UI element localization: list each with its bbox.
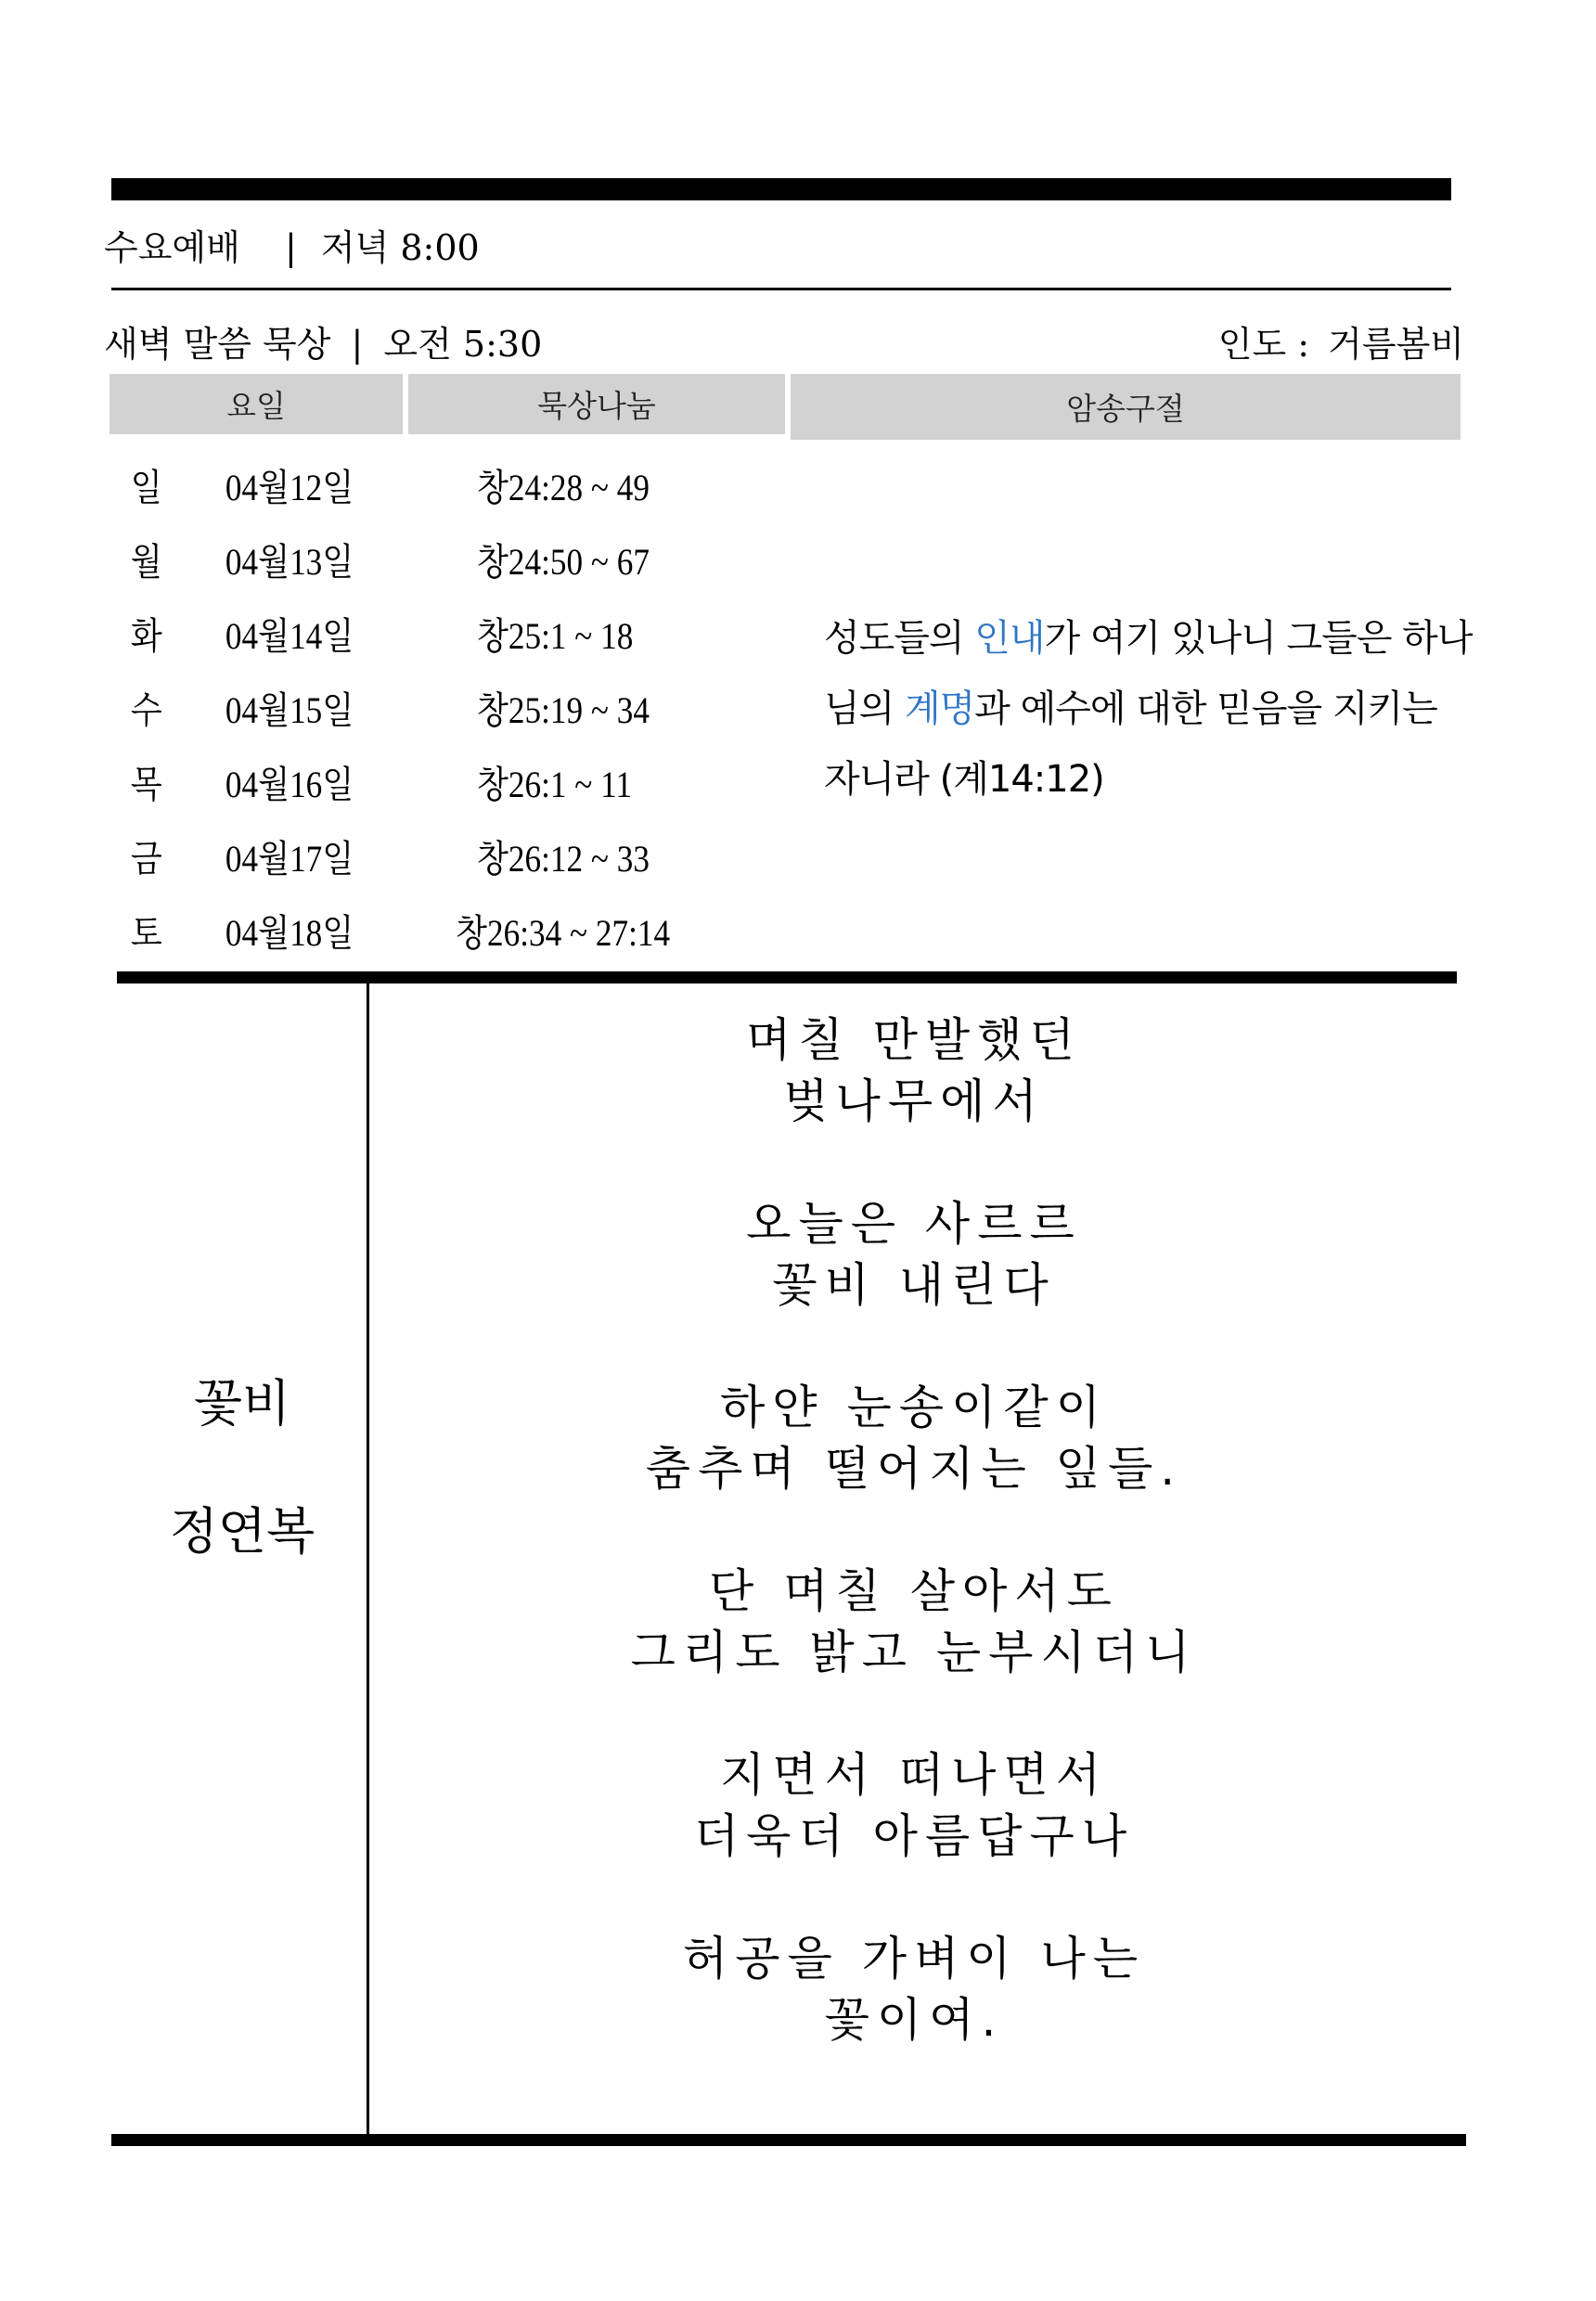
leader (1218, 315, 1464, 366)
poem-top-rule (117, 971, 1457, 983)
poem-stanza: 단 며칠 살아서도 그리도 밝고 눈부시더니 (630, 1564, 1198, 1679)
weekday: 목 (130, 764, 162, 805)
header-memory-verse: 암송구절 (791, 374, 1461, 440)
bottom-rule (111, 2134, 1466, 2146)
weekday: 화 (130, 615, 162, 657)
weekday: 토 (130, 912, 162, 954)
date: 04월17일 (225, 838, 354, 880)
poem-title: 꽃비 (193, 1374, 291, 1433)
date: 04월13일 (225, 541, 354, 583)
reading: 창25:1 ~ 18 (476, 615, 634, 657)
poem-body (371, 1009, 1457, 2112)
date: 04월16일 (225, 764, 354, 805)
reading: 창26:34 ~ 27:14 (456, 912, 671, 954)
poem-stanza: 허공을 가벼이 나는 꽃이여. (682, 1932, 1146, 2047)
leader-name: 거름봄비 (1328, 324, 1464, 365)
date: 04월14일 (225, 615, 354, 657)
reading: 창26:1 ~ 11 (476, 764, 633, 805)
reading: 창24:28 ~ 49 (476, 467, 650, 508)
poem-vertical-rule (367, 983, 369, 2146)
reading: 창24:50 ~ 67 (476, 541, 650, 583)
highlight-patience: 인내 (974, 617, 1045, 660)
poem-stanza: 며칠 만발했던 벚나무에서 (746, 1013, 1082, 1128)
wednesday-service-title: 수요예배 (104, 227, 240, 268)
reading: 창26:12 ~ 33 (476, 838, 650, 880)
separator: | (284, 227, 297, 268)
weekday: 일 (130, 467, 162, 508)
memory-verse: 성도들의 인내가 여기 있나니 그들은 하나님의 계명과 예수에 대한 믿음을 지키는 자니라 (계14:12) (824, 617, 1473, 801)
date: 04월15일 (225, 689, 354, 731)
poem-stanza: 오늘은 사르르 꽃비 내린다 (746, 1197, 1082, 1312)
weekday: 금 (130, 838, 162, 880)
header-reading: 묵상나눔 (408, 374, 785, 434)
reading: 창25:19 ~ 34 (476, 689, 650, 731)
schedule-table (0, 0, 798, 965)
poem-stanza: 지면서 떠나면서 더욱더 아름답구나 (693, 1748, 1135, 1863)
dawn-service-title: 새벽 말씀 묵상 (104, 324, 331, 365)
wednesday-service-time: 저녁 8:00 (320, 227, 480, 268)
header-day: 요일 (109, 374, 403, 434)
weekday: 월 (130, 541, 162, 583)
poem-stanza: 하얀 눈송이같이 춤추며 떨어지는 잎들. (645, 1381, 1183, 1496)
date: 04월18일 (225, 912, 354, 954)
date: 04월12일 (225, 467, 354, 508)
poem-author: 정연복 (169, 1502, 315, 1561)
highlight-commandments: 계명 (905, 688, 975, 730)
dawn-service-time: 오전 5:30 (383, 324, 543, 365)
weekday: 수 (130, 689, 162, 731)
separator: | (351, 324, 364, 365)
leader-label: 인도 : (1217, 324, 1310, 365)
